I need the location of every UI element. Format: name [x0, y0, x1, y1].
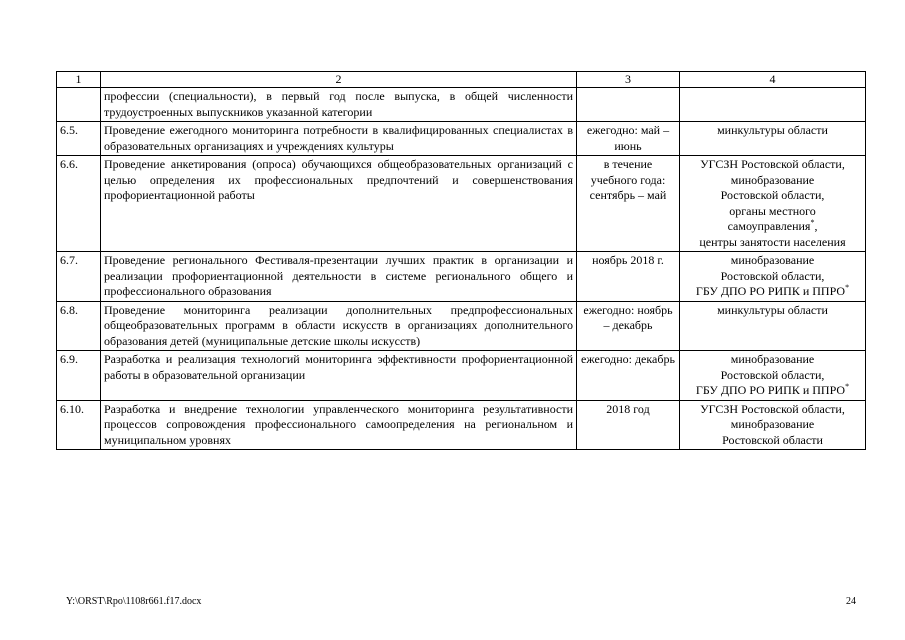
- table-row: [57, 301, 866, 351]
- responsible-text: минкультуры области: [717, 123, 828, 137]
- table-header-row: [57, 72, 866, 88]
- table-row: [57, 400, 866, 450]
- responsible-line: [683, 368, 862, 384]
- responsible-text: УГСЗН Ростовской области,: [700, 401, 845, 416]
- row-activity: Проведение ежегодного мониторинга потребности в квалифицированных специалистах в образовательных организациях и учреждениях культуры: [101, 122, 577, 156]
- responsible-text: органы местного самоуправления: [727, 203, 816, 233]
- row-activity: Проведение мониторинга реализации дополнительных предпрофессиональных общеобразовательных программ в области искусств в организациях дополнительного образования детей (муниципальные детские школы искусств): [101, 301, 577, 351]
- row-number: 6.6.: [57, 156, 101, 252]
- footnote-marker: *: [845, 283, 850, 292]
- responsible-text: ГБУ ДПО РО РИПК и ППРО: [695, 383, 846, 397]
- row-number: [57, 88, 101, 122]
- row-activity: Проведение анкетирования (опроса) обучающихся общеобразовательных организаций с целью определения их профессиональных предпочтений и совершенствования профориентационной работы: [101, 156, 577, 252]
- row-responsible: [680, 301, 866, 351]
- responsible-line: [683, 173, 862, 189]
- table-row: [57, 156, 866, 252]
- responsible-text: минобразование: [730, 352, 815, 366]
- footnote-marker: *: [810, 218, 815, 227]
- row-term: ноябрь 2018 г.: [577, 252, 680, 302]
- responsible-text: Ростовской области,: [720, 188, 825, 202]
- responsible-text: УГСЗН Ростовской области,: [700, 157, 845, 171]
- row-responsible: [680, 122, 866, 156]
- responsible-line: [683, 352, 862, 368]
- table-row: [57, 122, 866, 156]
- row-term: в течение учебного года: сентябрь – май: [577, 156, 680, 252]
- footer-file-path: Y:\ORST\Rpo\1108r661.f17.docx: [66, 596, 202, 607]
- responsible-line: [683, 157, 862, 173]
- responsible-text: минобразование: [730, 253, 815, 267]
- row-term: ежегодно: декабрь: [577, 351, 680, 401]
- row-term: ежегодно: май – июнь: [577, 122, 680, 156]
- table-row: [57, 88, 866, 122]
- row-activity: Проведение регионального Фестиваля-презентации лучших практик в организации и реализации профориентационной деятельности в системе регионального общего и профессионального образования: [101, 252, 577, 302]
- plan-table: [56, 71, 866, 450]
- footnote-marker: *: [845, 382, 850, 391]
- responsible-text: минобразование: [730, 417, 815, 431]
- table-row: [57, 351, 866, 401]
- row-term: ежегодно: ноябрь – декабрь: [577, 301, 680, 351]
- row-number: 6.5.: [57, 122, 101, 156]
- responsible-text: центры занятости населения: [699, 234, 846, 249]
- row-number: 6.7.: [57, 252, 101, 302]
- responsible-text: минобразование: [730, 172, 815, 187]
- responsible-line: [683, 417, 862, 433]
- responsible-line: [683, 253, 862, 269]
- header-col-1: 1: [57, 72, 101, 88]
- row-activity: Разработка и реализация технологий мониторинга эффективности профориентационной работы в образовательной организации: [101, 351, 577, 401]
- footer-page-number: 24: [846, 596, 856, 607]
- row-term: 2018 год: [577, 400, 680, 450]
- responsible-line: [683, 269, 862, 285]
- responsible-line: [683, 303, 862, 319]
- responsible-line: [683, 383, 862, 399]
- responsible-line: [683, 204, 862, 235]
- responsible-text: Ростовской области,: [720, 367, 825, 382]
- responsible-line: [683, 188, 862, 204]
- row-responsible: [680, 156, 866, 252]
- row-responsible: [680, 351, 866, 401]
- row-activity: Разработка и внедрение технологии управленческого мониторинга результативности процессов сопровождения профессионального самоопределения на региональном и муниципальном уровнях: [101, 400, 577, 450]
- responsible-line: [683, 123, 862, 139]
- responsible-text: Ростовской области: [722, 432, 823, 447]
- responsible-punct: ,: [814, 219, 818, 233]
- row-number: 6.8.: [57, 301, 101, 351]
- responsible-text: Ростовской области,: [720, 268, 825, 283]
- row-number: 6.9.: [57, 351, 101, 401]
- responsible-text: минкультуры области: [717, 302, 828, 317]
- responsible-text: ГБУ ДПО РО РИПК и ППРО: [695, 284, 846, 298]
- responsible-line: [683, 402, 862, 418]
- header-col-3: 3: [577, 72, 680, 88]
- row-responsible: [680, 252, 866, 302]
- header-col-2: 2: [101, 72, 577, 88]
- table-row: [57, 252, 866, 302]
- row-activity: профессии (специальности), в первый год после выпуска, в общей численности трудоустроенных выпускников указанной категории: [101, 88, 577, 122]
- row-number: 6.10.: [57, 400, 101, 450]
- responsible-line: [683, 284, 862, 300]
- responsible-line: [683, 433, 862, 449]
- row-responsible: [680, 400, 866, 450]
- header-col-4: 4: [680, 72, 866, 88]
- responsible-line: [683, 235, 862, 251]
- table-body: [57, 72, 866, 450]
- row-term: [577, 88, 680, 122]
- row-responsible: [680, 88, 866, 122]
